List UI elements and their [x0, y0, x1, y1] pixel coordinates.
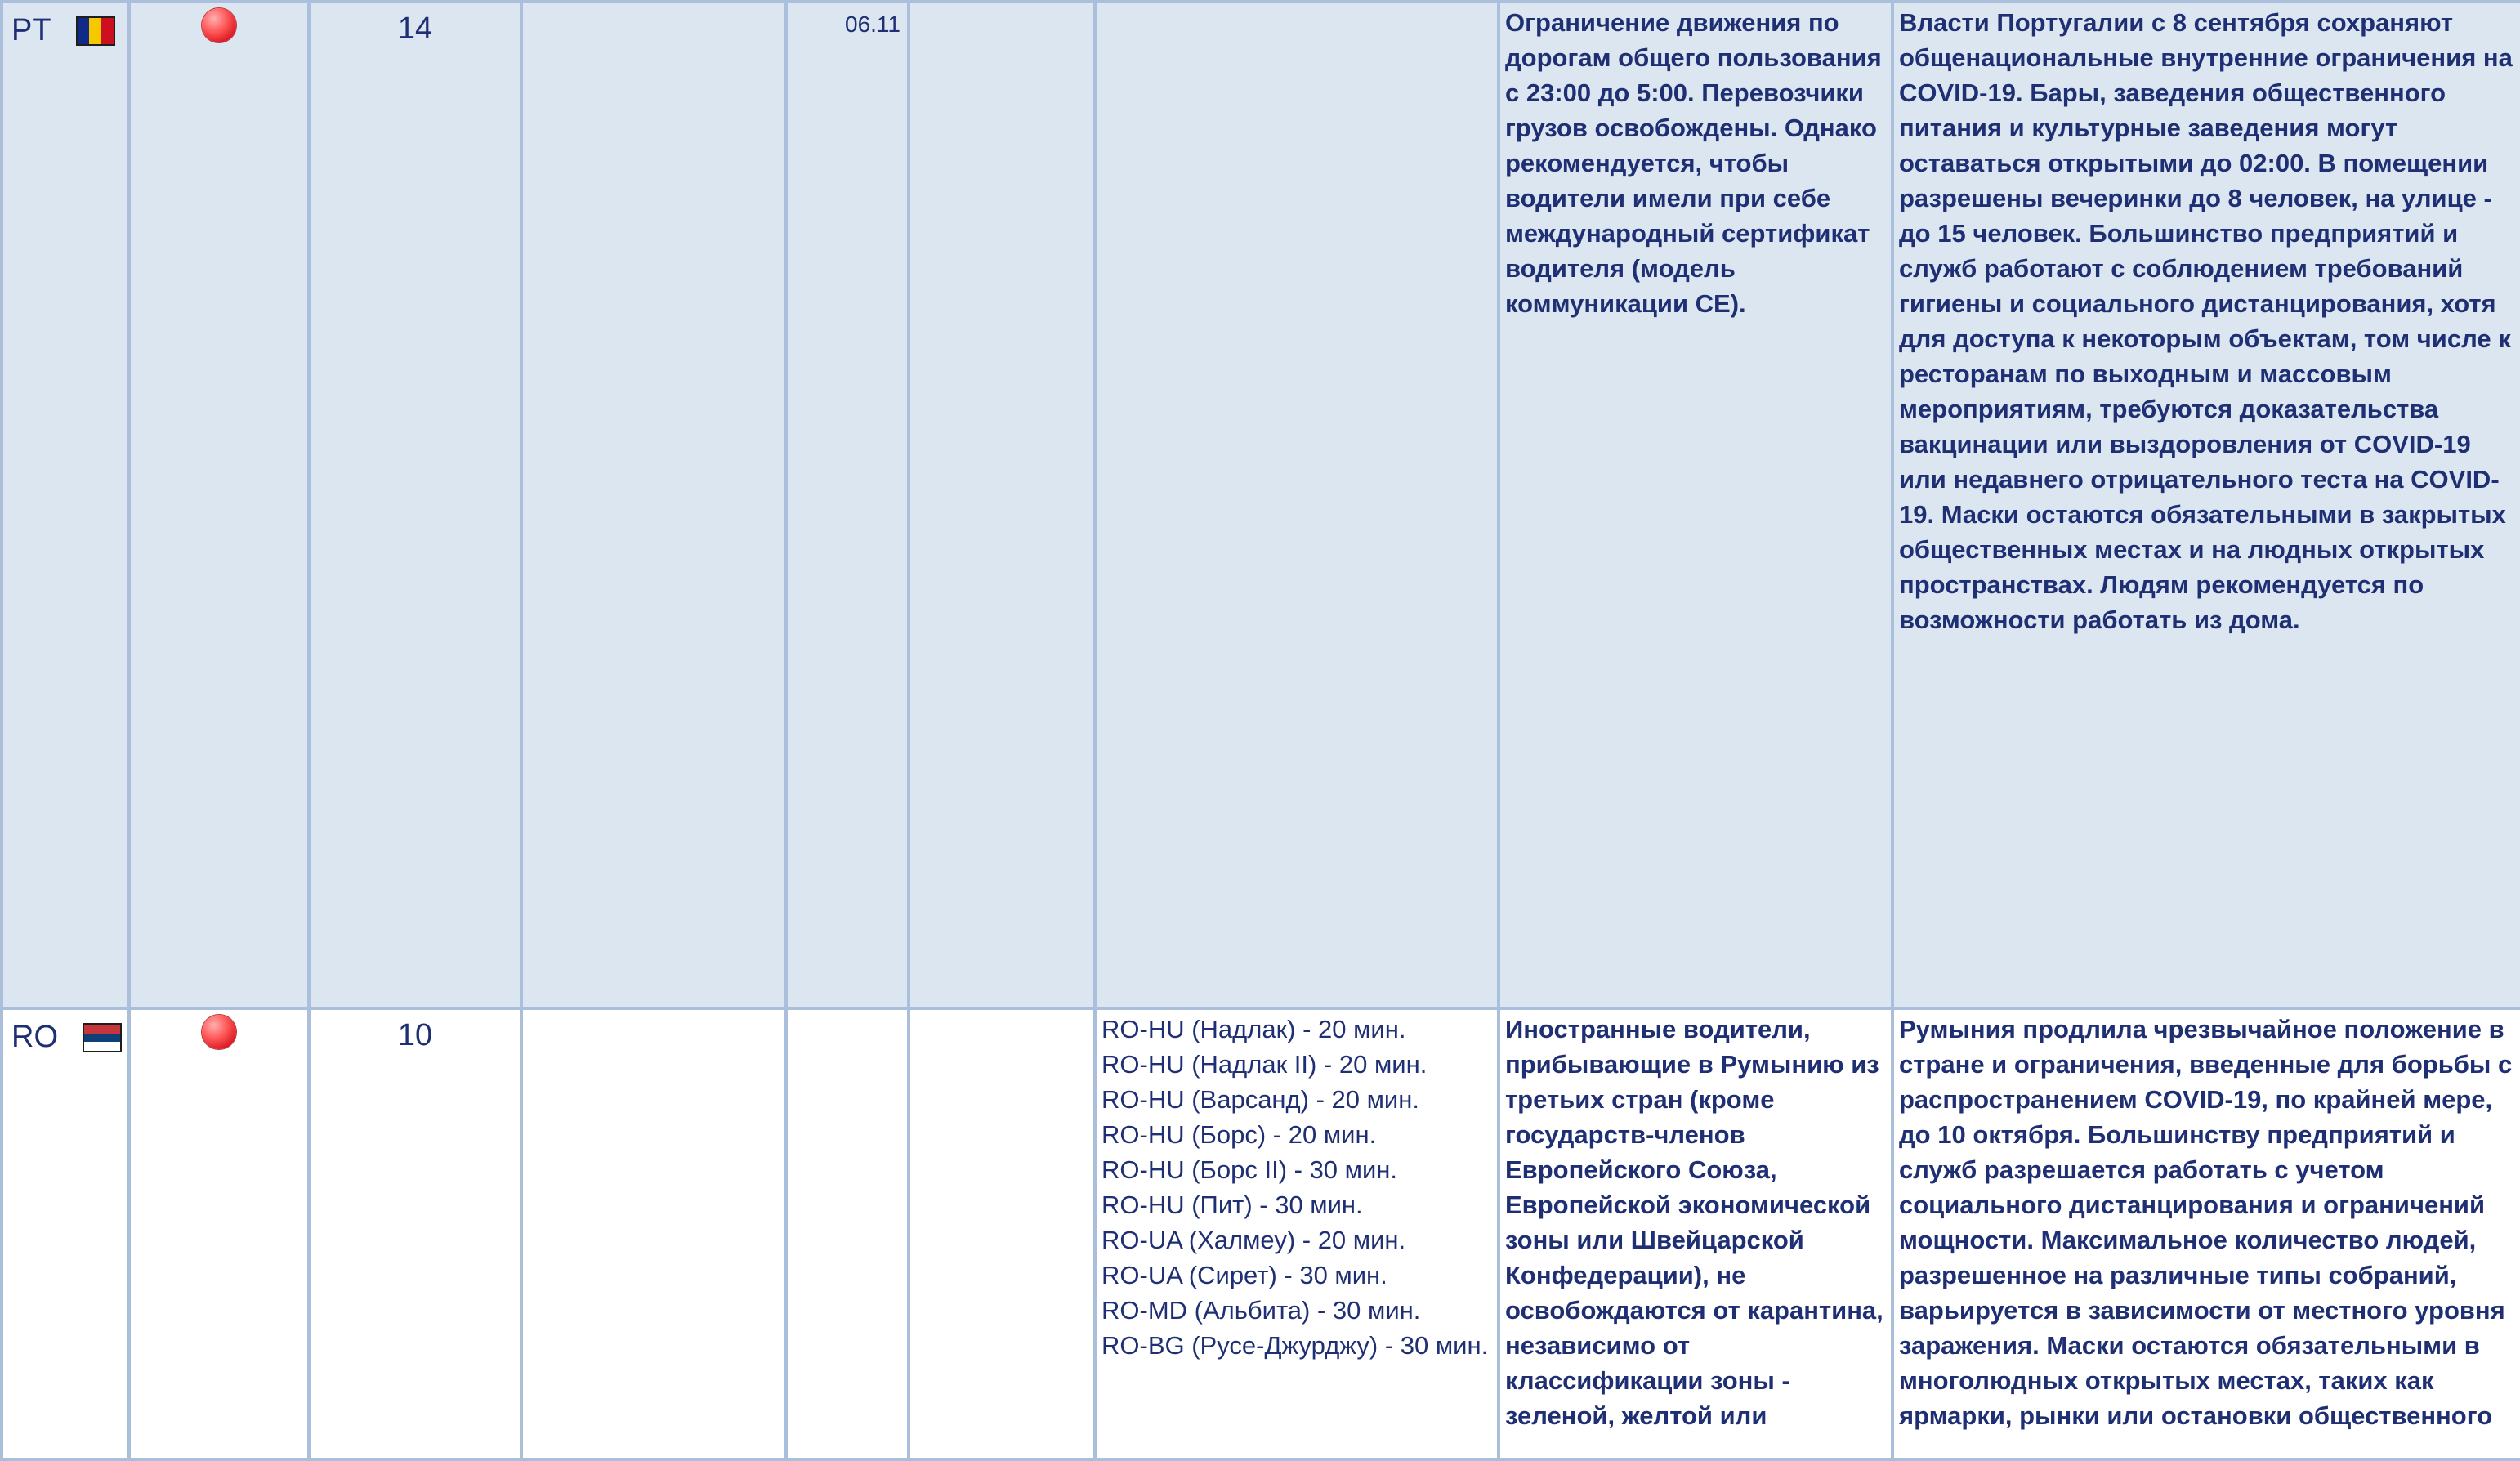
number-cell	[309, 2, 521, 1008]
wait-time-item: RO-UA (Сирет) - 30 мин.	[1101, 1261, 1387, 1289]
number-cell	[309, 1008, 521, 1459]
wait-time-item: RO-HU (Борс II) - 30 мин.	[1101, 1155, 1398, 1184]
wait-times-cell	[1095, 2, 1499, 1008]
empty-cell	[521, 2, 786, 1008]
driver-restrictions-text: Иностранные водители, прибывающие в Румынию из третьих стран (кроме государств-членов Европейского Союза, Европейской экономической зоны или Швейцарской Конфедерации), не освобождаются от карантина, независимо от классификации зоны - зеленой, желтой или	[1505, 1015, 1883, 1430]
country-cell	[2, 1008, 129, 1459]
table-row	[2, 1008, 2520, 1459]
flag-stripe	[84, 1025, 120, 1034]
wait-time-item: RO-HU (Варсанд) - 20 мин.	[1101, 1085, 1419, 1114]
wait-times-list	[1097, 1010, 1497, 1363]
wait-time-item: RO-MD (Альбита) - 30 мин.	[1101, 1296, 1421, 1325]
country-code: RO	[11, 1020, 58, 1054]
update-date: 06.11	[845, 11, 900, 37]
status-cell	[129, 1008, 309, 1459]
wait-time-item: RO-HU (Пит) - 30 мин.	[1101, 1191, 1363, 1219]
wait-time-item: RO-UA (Халмеу) - 20 мин.	[1101, 1226, 1406, 1254]
status-red-dot-icon	[202, 8, 236, 42]
wait-time-item: RO-BG (Русе-Джурджу) - 30 мин.	[1101, 1331, 1489, 1360]
country-cell	[2, 2, 129, 1008]
restrictions-cell	[1499, 1008, 1892, 1459]
wait-time-item: RO-HU (Надлак II) - 20 мин.	[1101, 1050, 1428, 1079]
empty-cell	[521, 1008, 786, 1459]
flag-stripe	[78, 18, 90, 44]
country-code: PT	[11, 13, 51, 47]
restrictions-cell	[1499, 2, 1892, 1008]
flag-stripe	[84, 1034, 120, 1043]
general-measures-text: Румыния продлила чрезвычайное положение в стране и ограничения, введенные для борьбы с распространением COVID-19, по крайней мере, до 10 октября. Большинству предприятий и служб разрешается работать с учетом социального дистанцирования и ограничений мощности. Максимальное количество людей, разрешенное на различные типы собраний, варьируется в зависимости от местного уровня заражения. Маски остаются обязательными в многолюдных открытых местах, таких как ярмарки, рынки или остановки общественного	[1899, 1015, 2513, 1430]
update-date	[788, 1010, 907, 1018]
flag-icon	[83, 1023, 122, 1052]
row-number: 14	[397, 11, 433, 46]
flag-stripe	[101, 18, 114, 44]
date-cell	[786, 1008, 909, 1459]
wait-times-list	[1097, 3, 1497, 5]
empty-cell	[909, 1008, 1095, 1459]
status-cell	[129, 2, 309, 1008]
general-measures-text: Власти Португалии с 8 сентября сохраняют общенациональные внутренние ограничения на COVID-19. Бары, заведения общественного питания и культурные заведения могут оставаться открытыми до 02:00. В помещении разрешены вечеринки до 8 человек, на улице - до 15 человек. Большинство предприятий и служб работают с соблюдением требований гигиены и социального дистанцирования, хотя для доступа к некоторым объектам, том числе к ресторанам по выходным и массовым мероприятиям, требуются доказательства вакцинации или выздоровления от COVID-19 или недавнего отрицательного теста на COVID-19. Маски остаются обязательными в закрытых общественных местах и на людных открытых пространствах. Людям рекомендуется по возможности работать из дома.	[1899, 8, 2513, 634]
flag-stripe	[89, 18, 101, 44]
flag-icon	[76, 16, 115, 46]
row-number: 10	[397, 1018, 433, 1052]
wait-times-cell	[1095, 1008, 1499, 1459]
table-row	[2, 2, 2520, 1008]
date-cell	[786, 2, 909, 1008]
status-red-dot-icon	[202, 1015, 236, 1049]
empty-cell	[909, 2, 1095, 1008]
wait-time-item: RO-HU (Надлак) - 20 мин.	[1101, 1015, 1406, 1043]
general-measures-cell	[1892, 1008, 2520, 1459]
wait-time-item: RO-HU (Борс) - 20 мин.	[1101, 1120, 1377, 1149]
flag-stripe	[84, 1042, 120, 1051]
general-measures-cell	[1892, 2, 2520, 1008]
driver-restrictions-text: Ограничение движения по дорогам общего пользования с 23:00 до 5:00. Перевозчики грузов освобождены. Однако рекомендуется, чтобы водители имели при себе международный сертификат водителя (модель коммуникации CE).	[1505, 8, 1882, 318]
